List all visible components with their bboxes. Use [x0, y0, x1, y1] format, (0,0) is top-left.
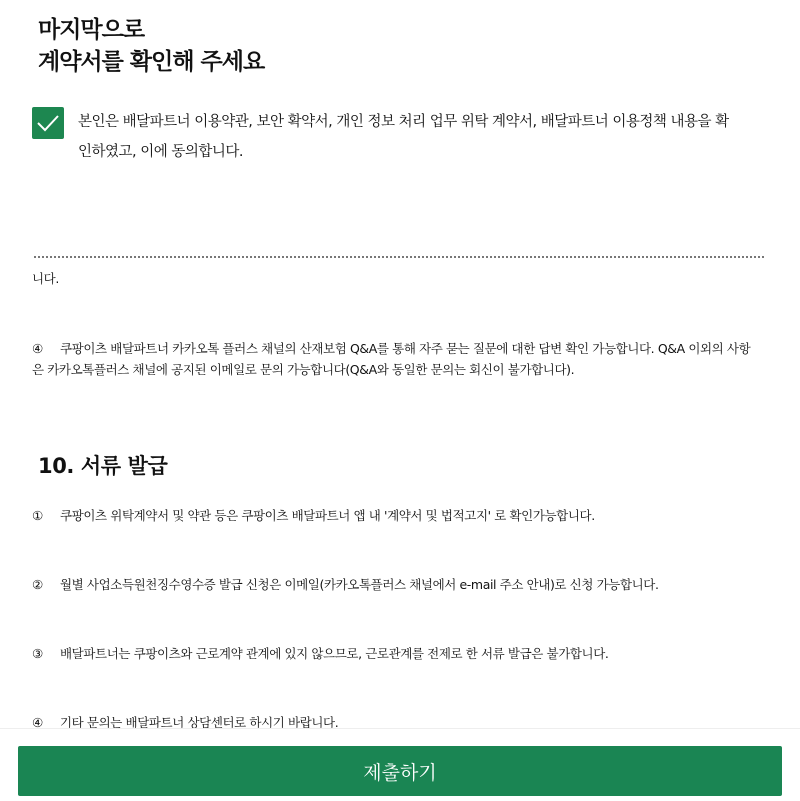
agreement-line-2: 인하였고, 이에 동의합니다. — [78, 144, 244, 160]
doc-text: 니다. — [32, 271, 59, 286]
item-text: 월별 사업소득원천징수영수증 발급 신청은 이메일(카카오톡플러스 채널에서 e-mail 주소 안내)로 신청 가능합니다. — [60, 577, 659, 592]
item-number: ② — [32, 577, 43, 592]
clipped-line — [34, 256, 764, 261]
check-icon — [35, 113, 61, 133]
item-number: ① — [32, 508, 43, 523]
page-title — [38, 14, 264, 78]
item-number: ④ — [32, 715, 43, 728]
contract-document[interactable] — [0, 256, 800, 728]
footer — [0, 728, 800, 801]
agreement-text[interactable] — [78, 107, 758, 167]
item-number: ④ — [32, 341, 43, 356]
agree-checkbox[interactable] — [32, 107, 64, 139]
item-text: 기타 문의는 배달파트너 상담센터로 하시기 바랍니다. — [60, 715, 339, 728]
section-title: 10. 서류 발급 — [38, 454, 168, 478]
doc-item — [32, 338, 772, 380]
doc-item — [32, 712, 772, 728]
item-number: ③ — [32, 646, 43, 661]
agreement — [32, 107, 758, 167]
title-line-1: 마지막으로 — [38, 17, 145, 43]
doc-item — [32, 574, 772, 595]
doc-item — [32, 505, 772, 526]
doc-item — [32, 643, 772, 664]
item-text: 쿠팡이츠 배달파트너 카카오톡 플러스 채널의 산재보험 Q&A를 통해 자주 묻는 질문에 대한 답변 확인 가능합니다. Q&A 이외의 사항 — [60, 341, 751, 356]
title-line-2: 계약서를 확인해 주세요 — [38, 49, 265, 75]
item-text-cont: 은 카카오톡플러스 채널에 공지된 이메일로 문의 가능합니다(Q&A와 동일한 문의는 회신이 불가합니다). — [32, 362, 575, 377]
item-text: 배달파트너는 쿠팡이츠와 근로계약 관계에 있지 않으므로, 근로관계를 전제로 한 서류 발급은 불가합니다. — [60, 646, 609, 661]
submit-button[interactable]: 제출하기 — [18, 746, 782, 796]
item-text: 쿠팡이츠 위탁계약서 및 약관 등은 쿠팡이츠 배달파트너 앱 내 '계약서 및 법적고지' 로 확인가능합니다. — [60, 508, 595, 523]
agreement-line-1: 본인은 배달파트너 이용약관, 보안 확약서, 개인 정보 처리 업무 위탁 계약서, 배달파트너 이용정책 내용을 확 — [78, 114, 729, 130]
